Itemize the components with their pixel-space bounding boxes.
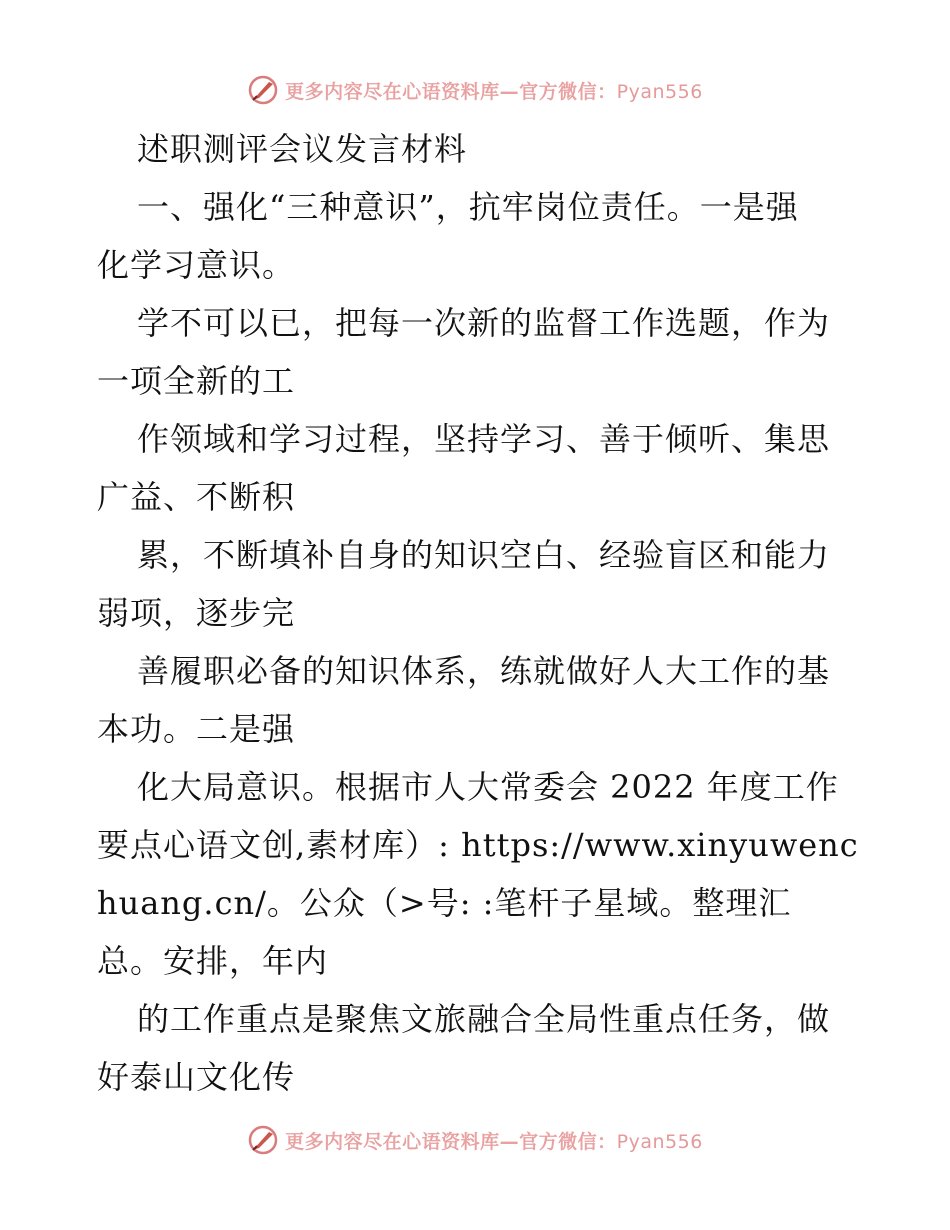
document-body <box>97 120 859 1106</box>
quill-pen-logo-icon <box>247 1124 279 1156</box>
text-line: 化大局意识。根据市人大常委会 2022 年度工作 <box>137 768 839 806</box>
text-line: 一、强化“三种意识”，抗牢岗位责任。一是强 <box>137 188 799 226</box>
text-line: 累，不断填补自身的知识空白、经验盲区和能力 <box>137 536 831 574</box>
text-line: 作领域和学习过程，坚持学习、善于倾听、集思 <box>137 420 831 458</box>
text-line: 弱项，逐步完 <box>97 594 296 632</box>
text-line: 广益、不断积 <box>97 478 296 516</box>
header-watermark <box>247 74 703 106</box>
wechat-id: Pyan556 <box>616 80 703 103</box>
document-title: 述职测评会议发言材料 <box>137 130 468 168</box>
text-line: huang.cn/。公众（>号: :笔杆子星域。整理汇 <box>97 884 792 922</box>
footer-watermark <box>247 1124 703 1156</box>
text-line: 善履职必备的知识体系，练就做好人大工作的基 <box>137 652 831 690</box>
watermark-text: 更多内容尽在心语资料库—官方微信：Pyan556 <box>285 80 703 103</box>
footer-watermark-banner <box>0 1120 950 1160</box>
text-line: 要点心语文创,素材库）: https://www.xinyuwenc <box>97 826 859 864</box>
text-line: 的工作重点是聚焦文旅融合全局性重点任务，做 <box>137 1000 831 1038</box>
text-line: 一项全新的工 <box>97 362 296 400</box>
header-watermark-banner <box>0 70 950 110</box>
text-line: 本功。二是强 <box>97 710 296 748</box>
text-line: 学不可以已，把每一次新的监督工作选题，作为 <box>137 304 831 342</box>
text-line: 总。安排，年内 <box>97 942 329 980</box>
wechat-id: Pyan556 <box>616 1130 703 1153</box>
text-line: 好泰山文化传 <box>97 1058 296 1096</box>
watermark-text: 更多内容尽在心语资料库—官方微信：Pyan556 <box>285 1130 703 1153</box>
quill-pen-logo-icon <box>247 74 279 106</box>
text-line: 化学习意识。 <box>97 246 296 284</box>
